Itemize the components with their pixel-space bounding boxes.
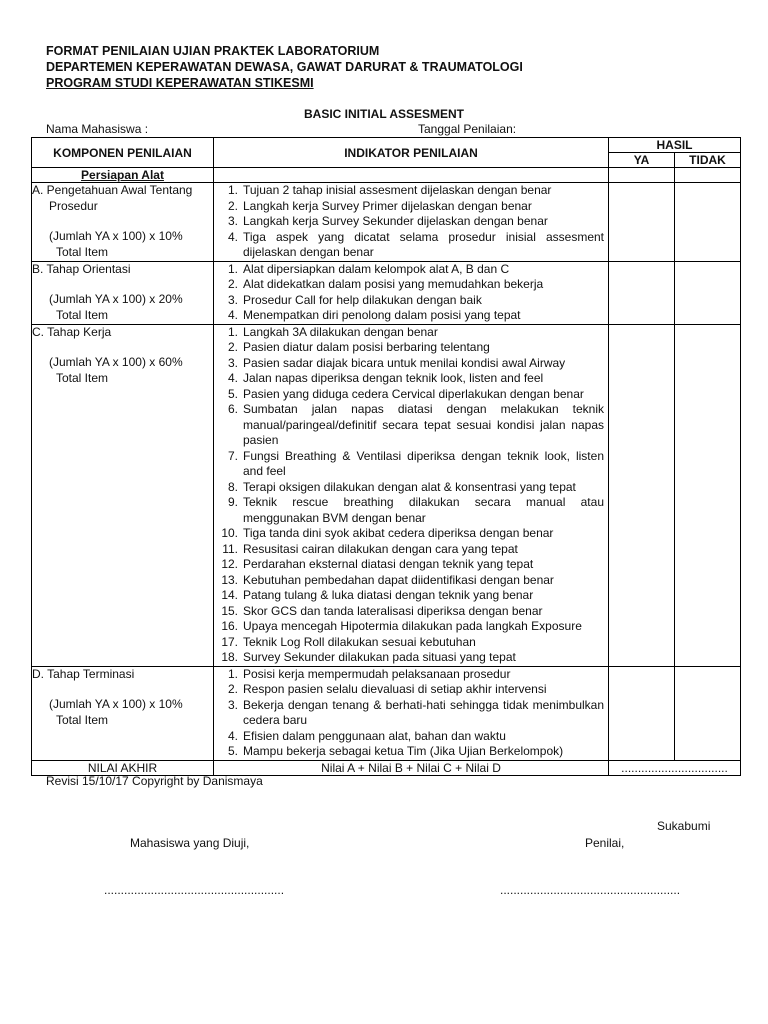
- indicator-item: [214, 214, 604, 230]
- indicator-number: 1.: [227, 666, 238, 681]
- indicator-text: Survey Sekunder dilakukan pada situasi yang tepat: [243, 650, 516, 664]
- indicator-number: 7.: [227, 448, 238, 463]
- header-line-3: PROGRAM STUDI KEPERAWATAN STIKESMI: [46, 76, 314, 90]
- header-line-1: FORMAT PENILAIAN UJIAN PRAKTEK LABORATORIUM: [46, 44, 380, 58]
- header-yes: YA: [609, 153, 675, 168]
- assessment-table: [31, 137, 741, 776]
- indicator-text: Resusitasi cairan dilakukan dengan cara yang tepat: [243, 541, 518, 556]
- no-cell-b[interactable]: [675, 261, 741, 324]
- indicator-item: [214, 573, 604, 589]
- indicator-number: 18.: [221, 650, 238, 664]
- no-cell-a[interactable]: [675, 183, 741, 262]
- indicator-item: [214, 619, 604, 635]
- indicator-number: 5.: [227, 386, 238, 401]
- formula-a: (Jumlah YA x 100) x 10%: [49, 229, 183, 243]
- component-a: A. Pengetahuan Awal Tentang Prosedur (Jumlah YA x 100) x 10% Total Item: [32, 183, 214, 262]
- indicator-number: 3.: [227, 697, 238, 712]
- indicator-item: [214, 293, 604, 309]
- indicator-number: 2.: [227, 277, 238, 291]
- indicator-number: 3.: [227, 355, 238, 370]
- indicator-number: 11.: [222, 541, 238, 556]
- indicator-number: 1.: [227, 183, 238, 197]
- indicator-item: [214, 449, 604, 480]
- indicator-list-c: [214, 325, 608, 666]
- indicator-item: [214, 199, 604, 215]
- section-prep: Persiapan Alat: [32, 168, 214, 183]
- indicator-text: Fungsi Breathing & Ventilasi diperiksa dengan teknik look, listen and feel: [243, 448, 604, 478]
- indicator-number: 8.: [227, 479, 238, 494]
- header-indicator: INDIKATOR PENILAIAN: [214, 138, 609, 168]
- header-no: TIDAK: [675, 153, 741, 168]
- indicator-number: 4.: [227, 728, 238, 743]
- indicator-text: Prosedur Call for help dilakukan dengan baik: [243, 292, 482, 307]
- no-cell-c[interactable]: [675, 324, 741, 666]
- component-c: C. Tahap Kerja (Jumlah YA x 100) x 60% Total Item: [32, 324, 214, 666]
- indicator-list-b: [214, 262, 608, 324]
- formula-c: (Jumlah YA x 100) x 60%: [49, 355, 183, 369]
- examiner-signature-label: Penilai,: [585, 836, 625, 850]
- form-title: BASIC INITIAL ASSESMENT: [303, 107, 464, 121]
- indicator-text: Patang tulang & luka diatasi dengan teknik yang benar: [243, 588, 534, 602]
- indicator-item: [214, 635, 604, 651]
- indicator-item: [214, 480, 604, 496]
- indicator-text: Langkah kerja Survey Primer dijelaskan dengan benar: [243, 198, 532, 213]
- no-cell-d[interactable]: [675, 666, 741, 760]
- indicator-text: Upaya mencegah Hipotermia dilakukan pada langkah Exposure: [243, 619, 582, 633]
- indicator-number: 3.: [227, 292, 238, 307]
- indicator-text: Kebutuhan pembedahan dapat diidentifikasi dengan benar: [243, 572, 554, 587]
- indicator-number: 2.: [227, 198, 238, 213]
- indicator-text: Sumbatan jalan napas diatasi dengan melakukan teknik manual/paringeal/definitif secara tepat sesuai kondisi jalan napas pasien: [243, 402, 604, 447]
- indicator-number: 9.: [227, 495, 238, 509]
- header-result: HASIL: [609, 138, 741, 153]
- indicator-text: Tiga aspek yang dicatat selama prosedur inisial assesment dijelaskan dengan benar: [243, 229, 604, 259]
- indicator-list-a: [214, 183, 608, 261]
- indicator-number: 3.: [227, 214, 238, 228]
- indicator-item: [214, 682, 604, 698]
- final-score-value[interactable]: ................................: [609, 760, 741, 775]
- indicator-number: 10.: [221, 526, 238, 540]
- indicator-number: 6.: [227, 402, 238, 416]
- indicator-item: [214, 340, 604, 356]
- indicator-text: Terapi oksigen dilakukan dengan alat & konsentrasi yang tepat: [243, 479, 576, 494]
- indicator-number: 13.: [221, 572, 238, 587]
- indicator-number: 16.: [221, 619, 238, 633]
- indicator-item: [214, 588, 604, 604]
- formula-b: (Jumlah YA x 100) x 20%: [49, 292, 183, 306]
- indicator-text: Mampu bekerja sebagai ketua Tim (Jika Ujian Berkelompok): [243, 744, 564, 758]
- indicator-text: Skor GCS dan tanda lateralisasi diperiksa dengan benar: [243, 603, 543, 618]
- indicator-number: 2.: [227, 340, 238, 354]
- indicator-item: [214, 262, 604, 278]
- indicator-number: 5.: [227, 744, 238, 758]
- indicator-number: 1.: [227, 261, 238, 276]
- indicator-item: [214, 183, 604, 199]
- indicator-text: Teknik rescue breathing dilakukan secara manual atau menggunakan BVM dengan benar: [243, 495, 604, 525]
- indicator-item: [214, 698, 604, 729]
- indicator-text: Tiga tanda dini syok akibat cedera diperiksa dengan benar: [243, 526, 554, 540]
- indicator-text: Alat didekatkan dalam posisi yang memudahkan bekerja: [243, 277, 544, 291]
- indicator-item: [214, 604, 604, 620]
- student-signature-line[interactable]: ......................................................: [104, 883, 285, 897]
- indicator-text: Alat dipersiapkan dalam kelompok alat A, B dan C: [243, 261, 510, 276]
- place-label: Sukabumi: [657, 819, 711, 833]
- indicator-text: Langkah kerja Survey Sekunder dijelaskan dengan benar: [243, 214, 548, 228]
- indicator-text: Menempatkan diri penolong dalam posisi yang tepat: [243, 308, 521, 322]
- indicator-text: Posisi kerja mempermudah pelaksanaan prosedur: [243, 666, 511, 681]
- indicator-item: [214, 542, 604, 558]
- indicator-number: 4.: [227, 371, 238, 385]
- indicator-text: Langkah 3A dilakukan dengan benar: [243, 324, 438, 339]
- indicator-text: Jalan napas diperiksa dengan teknik look, listen and feel: [243, 371, 544, 385]
- yes-cell-c[interactable]: [609, 324, 675, 666]
- indicator-text: Tujuan 2 tahap inisial assesment dijelaskan dengan benar: [243, 183, 552, 197]
- component-d: D. Tahap Terminasi (Jumlah YA x 100) x 10% Total Item: [32, 666, 214, 760]
- final-score-label: NILAI AKHIR: [32, 760, 214, 775]
- indicator-text: Respon pasien selalu dievaluasi di setiap akhir intervensi: [243, 682, 547, 696]
- indicator-text: Perdarahan eksternal diatasi dengan teknik yang tepat: [243, 557, 534, 571]
- formula-d: (Jumlah YA x 100) x 10%: [49, 697, 183, 711]
- indicator-number: 14.: [221, 588, 238, 602]
- yes-cell-a[interactable]: [609, 183, 675, 262]
- indicator-text: Pasien sadar diajak bicara untuk menilai kondisi awal Airway: [243, 355, 566, 370]
- indicator-number: 4.: [227, 229, 238, 244]
- indicator-text: Pasien yang diduga cedera Cervical diperlakukan dengan benar: [243, 386, 584, 401]
- header-component: KOMPONEN PENILAIAN: [32, 138, 214, 168]
- indicator-text: Pasien diatur dalam posisi berbaring telentang: [243, 340, 490, 354]
- indicator-item: [214, 387, 604, 403]
- indicator-number: 17.: [221, 634, 238, 649]
- indicator-item: [214, 557, 604, 573]
- indicator-item: [214, 325, 604, 341]
- final-score-formula: Nilai A + Nilai B + Nilai C + Nilai D: [214, 760, 609, 775]
- assessment-date-label: Tanggal Penilaian:: [418, 122, 517, 136]
- indicator-number: 4.: [227, 308, 238, 322]
- student-name-label: Nama Mahasiswa :: [46, 122, 149, 136]
- indicator-item: [214, 308, 604, 324]
- indicator-item: [214, 402, 604, 449]
- indicator-text: Bekerja dengan tenang & berhati-hati sehingga tidak menimbulkan cedera baru: [243, 697, 604, 727]
- indicator-list-d: [214, 667, 608, 760]
- indicator-item: [214, 230, 604, 261]
- indicator-number: 12.: [221, 557, 238, 571]
- indicator-item: [214, 650, 604, 666]
- yes-cell-b[interactable]: [609, 261, 675, 324]
- indicator-item: [214, 371, 604, 387]
- indicator-item: [214, 277, 604, 293]
- indicator-item: [214, 526, 604, 542]
- component-b: B. Tahap Orientasi (Jumlah YA x 100) x 20% Total Item: [32, 261, 214, 324]
- indicator-item: [214, 667, 604, 683]
- indicator-text: Teknik Log Roll dilakukan sesuai kebutuhan: [243, 634, 476, 649]
- indicator-number: 2.: [227, 682, 238, 696]
- indicator-item: [214, 729, 604, 745]
- yes-cell-d[interactable]: [609, 666, 675, 760]
- header-line-2: DEPARTEMEN KEPERAWATAN DEWASA, GAWAT DARURAT & TRAUMATOLOGI: [46, 60, 523, 74]
- indicator-number: 1.: [227, 324, 238, 339]
- examiner-signature-line[interactable]: ......................................................: [500, 883, 681, 897]
- indicator-item: [214, 495, 604, 526]
- indicator-item: [214, 744, 604, 760]
- indicator-item: [214, 356, 604, 372]
- revision-note: Revisi 15/10/17 Copyright by Danismaya: [46, 774, 263, 788]
- indicator-number: 15.: [221, 603, 238, 618]
- student-signature-label: Mahasiswa yang Diuji,: [130, 836, 250, 850]
- indicator-text: Efisien dalam penggunaan alat, bahan dan waktu: [243, 728, 506, 743]
